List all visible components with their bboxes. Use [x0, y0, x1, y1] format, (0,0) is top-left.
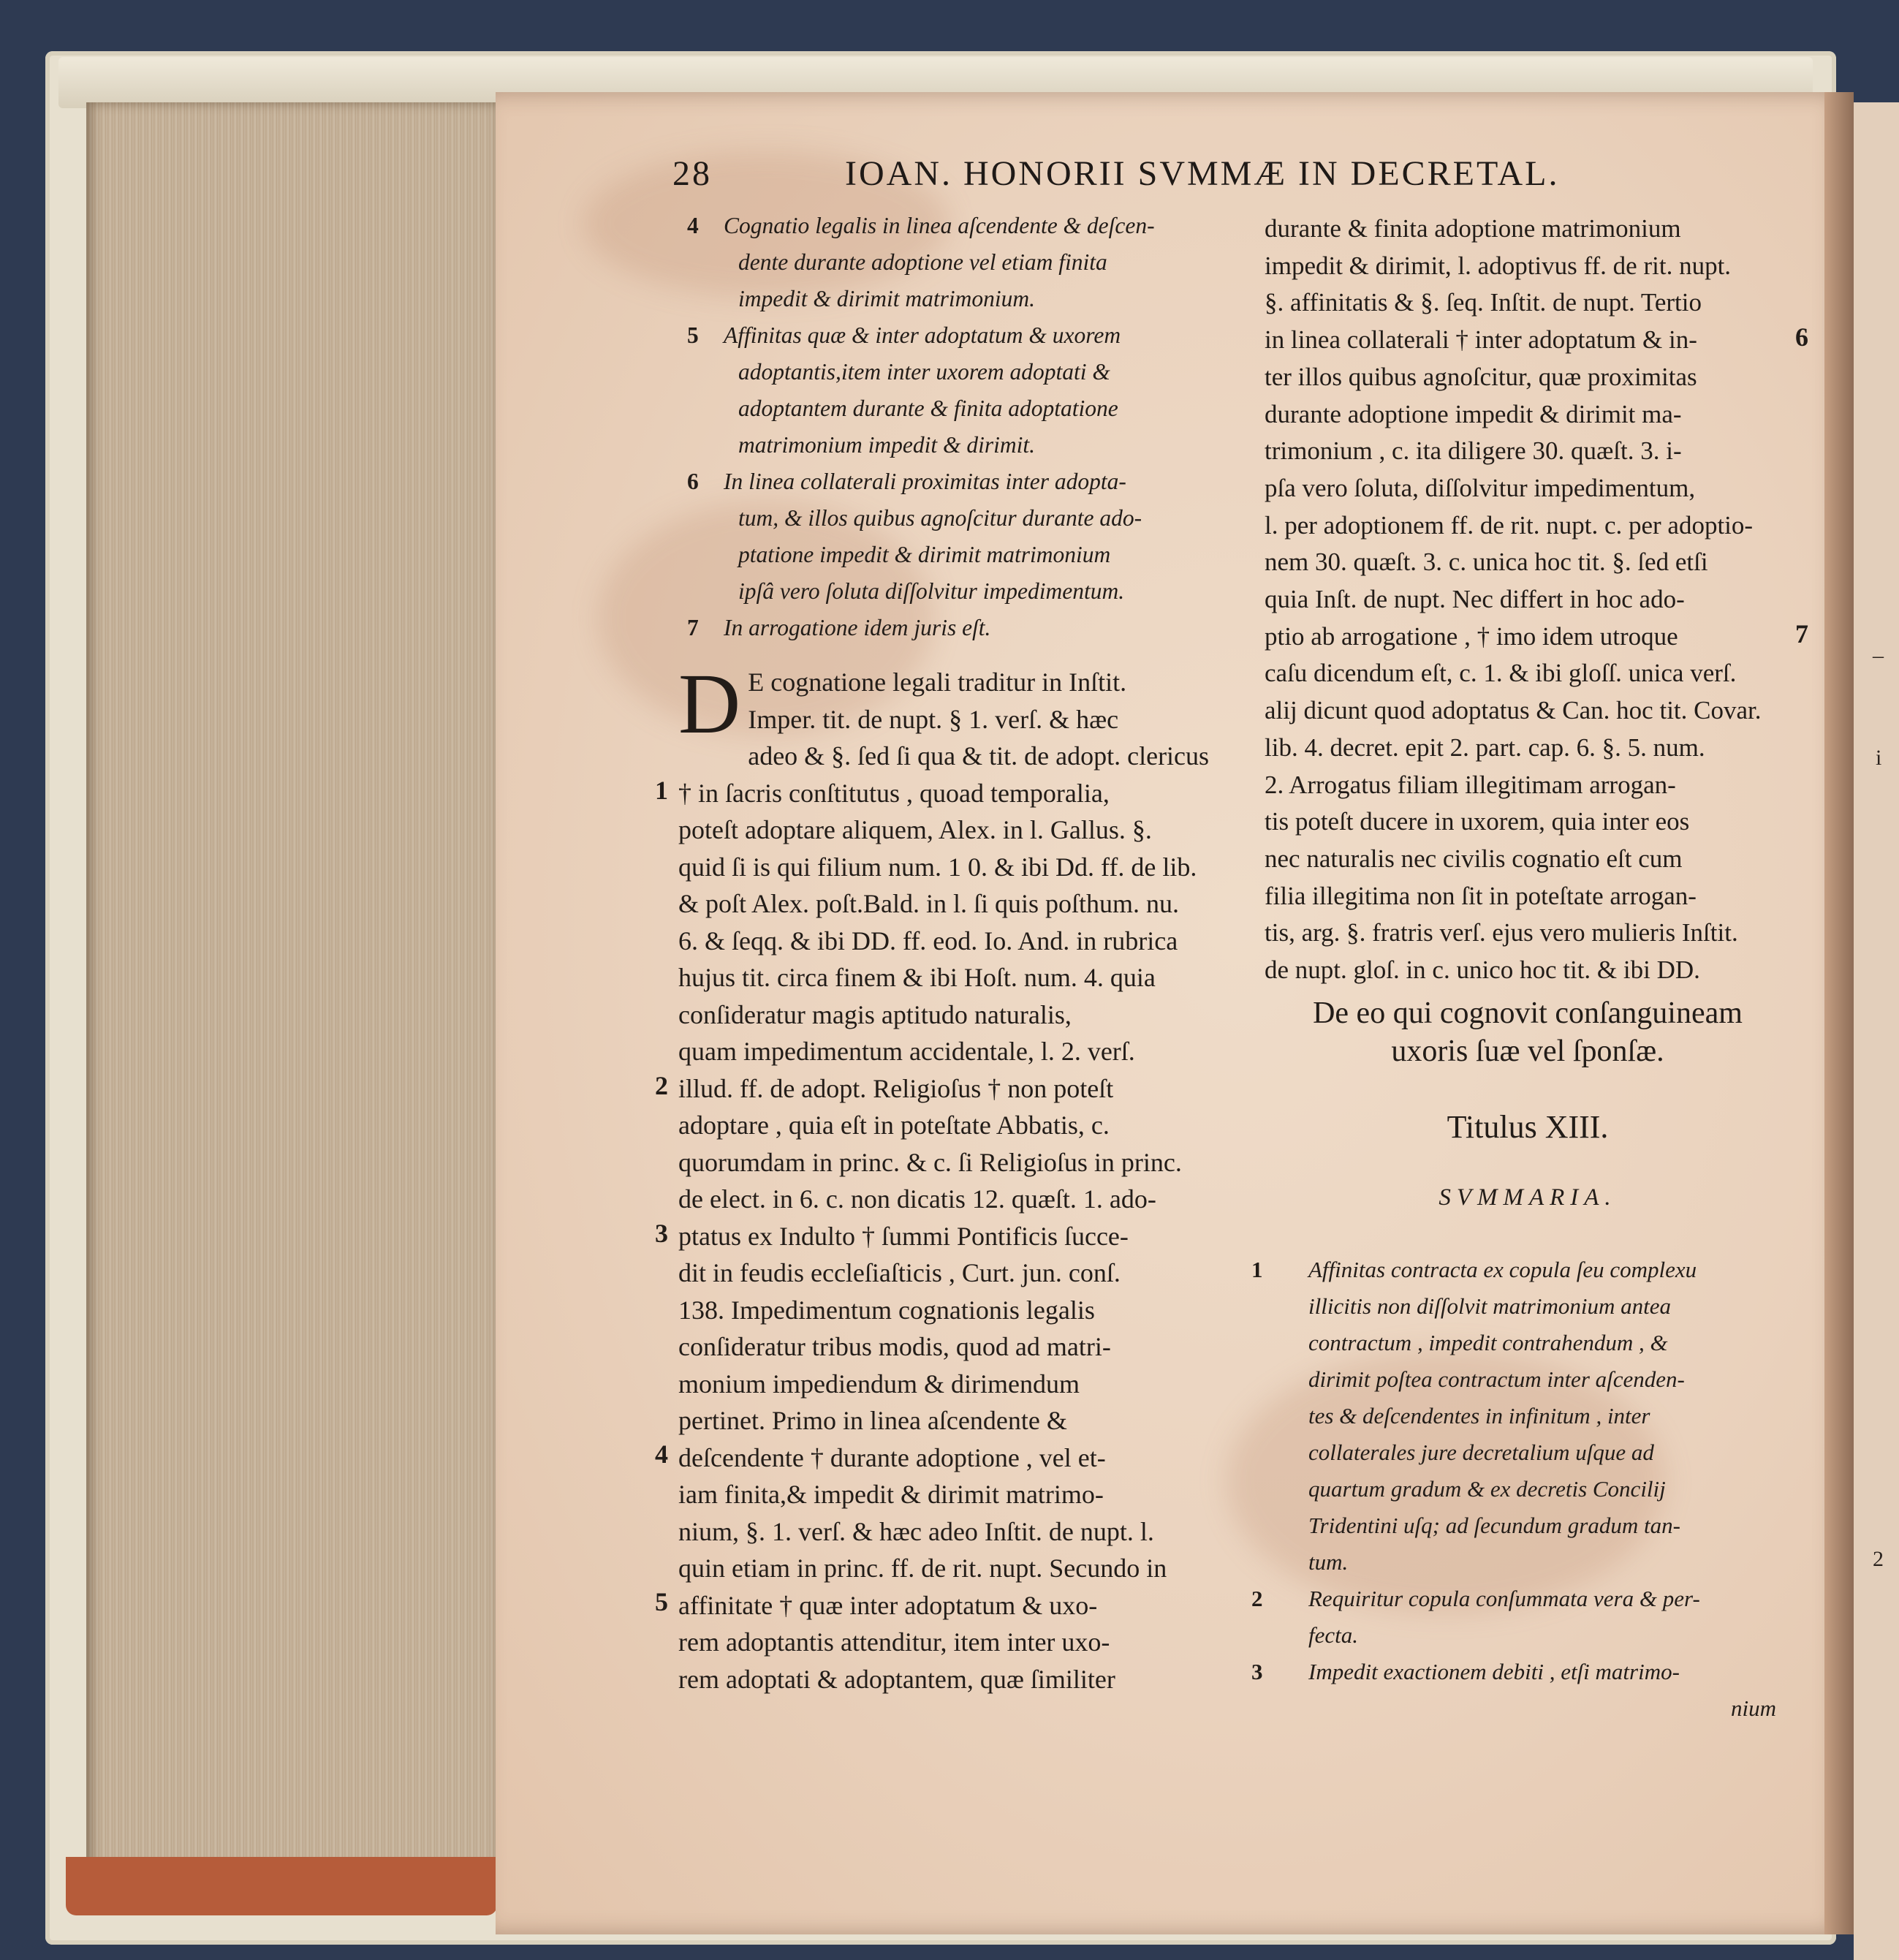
text-line: trimonium , c. ita diligere 30. quæſt. 3. i-	[1265, 436, 1682, 466]
text-line: deſcendente † durante adoptione , vel et-	[678, 1442, 1106, 1472]
red-page-edge	[66, 1857, 497, 1915]
summary-line: tum.	[1308, 1549, 1349, 1575]
section-title	[1243, 994, 1813, 1070]
text-line: tis, arg. §. fratris verſ. ejus vero mulieris Inſtit.	[1265, 918, 1738, 947]
text-line: quorumdam in princ. & c. ſi Religioſus in princ.	[678, 1147, 1182, 1177]
chapter-summary	[687, 208, 1235, 646]
summary-line: In linea collaterali proximitas inter adopta-	[724, 469, 1126, 494]
text-line: & poſt Alex. poſt.Bald. in l. ſi quis poſthum. nu.	[678, 889, 1180, 918]
text-line: E cognatione legali traditur in Inſtit.	[748, 667, 1127, 697]
text-line: in linea collaterali † inter adoptatum & in-	[1265, 325, 1697, 355]
summary-item	[687, 610, 1235, 646]
left-column-text	[678, 656, 1248, 1698]
summary-item	[687, 317, 1235, 463]
summary-line: Affinitas quæ & inter adoptatum & uxorem	[724, 322, 1121, 348]
summary-item	[1251, 1654, 1776, 1727]
running-header	[672, 154, 1791, 197]
margin-number: 7	[1795, 619, 1808, 648]
text-line: lib. 4. decret. epit 2. part. cap. 6. §. 5. num.	[1265, 733, 1705, 762]
summary-number: 5	[687, 322, 699, 348]
summary-line: dente durante adoptione vel etiam finita	[738, 249, 1107, 275]
text-line: conſideratur tribus modis, quod ad matri-	[678, 1332, 1111, 1361]
book-gutter	[1824, 92, 1854, 1934]
summary-line: adoptantem durante & finita adoptatione	[738, 396, 1118, 421]
summary-line: Affinitas contracta ex copula ſeu complexu	[1308, 1257, 1697, 1282]
summary-line: tum, & illos quibus agnoſcitur durante ado-	[738, 505, 1142, 531]
summary-line: fecta.	[1308, 1622, 1358, 1648]
text-line: nec naturalis nec civilis cognatio eſt cum	[1265, 844, 1683, 873]
text-line: ptatus ex Indulto † ſummi Pontificis ſucce-	[678, 1221, 1129, 1251]
text-line: adeo & §. ſed ſi qua & tit. de adopt. clericus	[748, 741, 1210, 771]
summary-line: In arrogatione idem juris eſt.	[724, 615, 991, 640]
text-line: quid ſi is qui filium num. 1 0. & ibi Dd. ff. de lib.	[678, 852, 1197, 882]
text-line: rem adoptati & adoptantem, quæ ſimiliter	[678, 1664, 1115, 1694]
text-line: §. affinitatis & §. ſeq. Inſtit. de nupt. Tertio	[1265, 288, 1702, 317]
summary-number: 6	[687, 469, 699, 494]
summary-line: illicitis non diſſolvit matrimonium antea	[1308, 1293, 1671, 1319]
summary-line: matrimonium impedit & dirimit.	[738, 432, 1036, 458]
section-summary	[1251, 1252, 1776, 1727]
text-line: tis poteſt ducere in uxorem, quia inter eos	[1265, 807, 1690, 836]
summary-line: nium	[1731, 1695, 1776, 1721]
text-line: pertinet. Primo in linea aſcendente &	[678, 1406, 1067, 1435]
summary-line: adoptantis,item inter uxorem adoptati &	[738, 359, 1110, 385]
margin-number: 5	[655, 1587, 668, 1616]
text-line: poteſt adoptare aliquem, Alex. in l. Gallus. §.	[678, 815, 1152, 844]
summary-line: dirimit poſtea contractum inter aſcenden-	[1308, 1366, 1685, 1392]
summary-number: 1	[1251, 1257, 1263, 1282]
summary-item	[1251, 1581, 1776, 1654]
text-line: conſideratur magis aptitudo naturalis,	[678, 999, 1072, 1029]
margin-number: 4	[655, 1439, 668, 1469]
text-line: alij dicunt quod adoptatus & Can. hoc tit. Covar.	[1265, 696, 1762, 725]
summary-line: Cognatio legalis in linea aſcendente & deſcen-	[724, 213, 1155, 238]
text-line: affinitate † quæ inter adoptatum & uxo-	[678, 1590, 1098, 1620]
summary-line: contractum , impedit contrahendum , &	[1308, 1330, 1668, 1355]
text-line: Imper. tit. de nupt. § 1. verſ. & hæc	[748, 704, 1119, 734]
summary-line: Requiritur copula conſummata vera & per-	[1308, 1586, 1700, 1611]
section-title-line: uxoris ſuæ vel ſponſæ.	[1391, 1034, 1664, 1068]
summary-line: collaterales jure decretalium uſque ad	[1308, 1439, 1654, 1465]
text-line: quin etiam in princ. ff. de rit. nupt. Secundo in	[678, 1554, 1167, 1583]
right-column-text	[1265, 211, 1791, 989]
text-line: iam finita,& impedit & dirimit matrimo-	[678, 1480, 1104, 1509]
text-line: 6. & ſeqq. & ibi DD. ff. eod. Io. And. in rubrica	[678, 926, 1178, 956]
text-line: rem adoptantis attenditur, item inter uxo-	[678, 1627, 1110, 1657]
text-line: † in ſacris conſtitutus , quoad temporalia,	[678, 778, 1110, 808]
running-title: IOAN. HONORII SVMMÆ IN DECRETAL.	[845, 154, 1560, 193]
text-line: durante adoptione impedit & dirimit ma-	[1265, 399, 1682, 428]
text-line: adoptare , quia eſt in poteſtate Abbatis, c.	[678, 1110, 1110, 1140]
summary-item	[687, 208, 1235, 317]
summary-line: Impedit exactionem debiti , etſi matrimo-	[1308, 1659, 1680, 1684]
text-line: l. per adoptionem ff. de rit. nupt. c. per adoptio-	[1265, 510, 1754, 540]
summary-line: Tridentini uſq; ad ſecundum gradum tan-	[1308, 1513, 1680, 1538]
summary-number: 4	[687, 213, 699, 238]
text-line: de elect. in 6. c. non dicatis 12. quæſt. 1. ado-	[678, 1184, 1156, 1214]
text-line: dit in feudis eccleſiaſticis , Curt. jun. conſ.	[678, 1258, 1121, 1287]
summary-line: ptatione impedit & dirimit matrimonium	[738, 542, 1111, 567]
text-line: impedit & dirimit, l. adoptivus ff. de rit. nupt.	[1265, 251, 1732, 280]
summary-line: ipſâ vero ſoluta diſſolvitur impedimentum.	[738, 578, 1125, 604]
summary-item	[1251, 1252, 1776, 1581]
text-line: 2. Arrogatus filiam illegitimam arrogan-	[1265, 770, 1676, 799]
summary-line: tes & deſcendentes in infinitum , inter	[1308, 1403, 1650, 1429]
section-title-line: De eo qui cognovit conſanguineam	[1313, 996, 1743, 1030]
summary-line: impedit & dirimit matrimonium.	[738, 286, 1036, 311]
text-line: caſu dicendum eſt, c. 1. & ibi gloſſ. unica verſ.	[1265, 659, 1737, 688]
summaria-heading: SVMMARIA.	[1439, 1184, 1617, 1211]
text-line: filia illegitima non ſit in poteſtate arrogan-	[1265, 881, 1697, 910]
text-line: hujus tit. circa finem & ibi Hoſt. num. 4. quia	[678, 963, 1156, 992]
page-block-edge	[86, 102, 496, 1879]
text-line: de nupt. gloſ. in c. unico hoc tit. & ibi DD.	[1265, 956, 1700, 985]
text-line: illud. ff. de adopt. Religioſus † non poteſt	[678, 1073, 1114, 1103]
margin-number: 2	[655, 1071, 668, 1100]
text-line: monium impediendum & dirimendum	[678, 1369, 1080, 1399]
text-line: nem 30. quæſt. 3. c. unica hoc tit. §. ſed etſi	[1265, 548, 1708, 577]
text-line: quia Inſt. de nupt. Nec differt in hoc ado-	[1265, 585, 1685, 614]
summary-number: 7	[687, 615, 699, 640]
text-line: quam impedimentum accidentale, l. 2. verſ.	[678, 1037, 1135, 1066]
summary-number: 3	[1251, 1659, 1263, 1684]
titulus-heading: Titulus XIII.	[1447, 1109, 1609, 1145]
text-line: durante & finita adoptione matrimonium	[1265, 214, 1681, 243]
margin-number: 6	[1795, 322, 1808, 352]
summary-item	[687, 463, 1235, 610]
text-line: pſa vero ſoluta, diſſolvitur impedimentum,	[1265, 473, 1696, 502]
text-line: ptio ab arrogatione , † imo idem utroque	[1265, 621, 1678, 651]
margin-number: 3	[655, 1219, 668, 1248]
text-line: nium, §. 1. verſ. & hæc adeo Inſtit. de nupt. l.	[678, 1516, 1154, 1546]
facing-page-edge: – i 2	[1854, 102, 1899, 1960]
summary-line: quartum gradum & ex decretis Concilij	[1308, 1476, 1666, 1502]
page-number: 28	[672, 154, 712, 193]
summary-number: 2	[1251, 1586, 1263, 1611]
drop-cap: D	[678, 656, 741, 752]
text-line: 138. Impedimentum cognationis legalis	[678, 1295, 1095, 1325]
margin-number: 1	[655, 776, 668, 805]
text-line: ter illos quibus agnoſcitur, quæ proximitas	[1265, 362, 1697, 391]
